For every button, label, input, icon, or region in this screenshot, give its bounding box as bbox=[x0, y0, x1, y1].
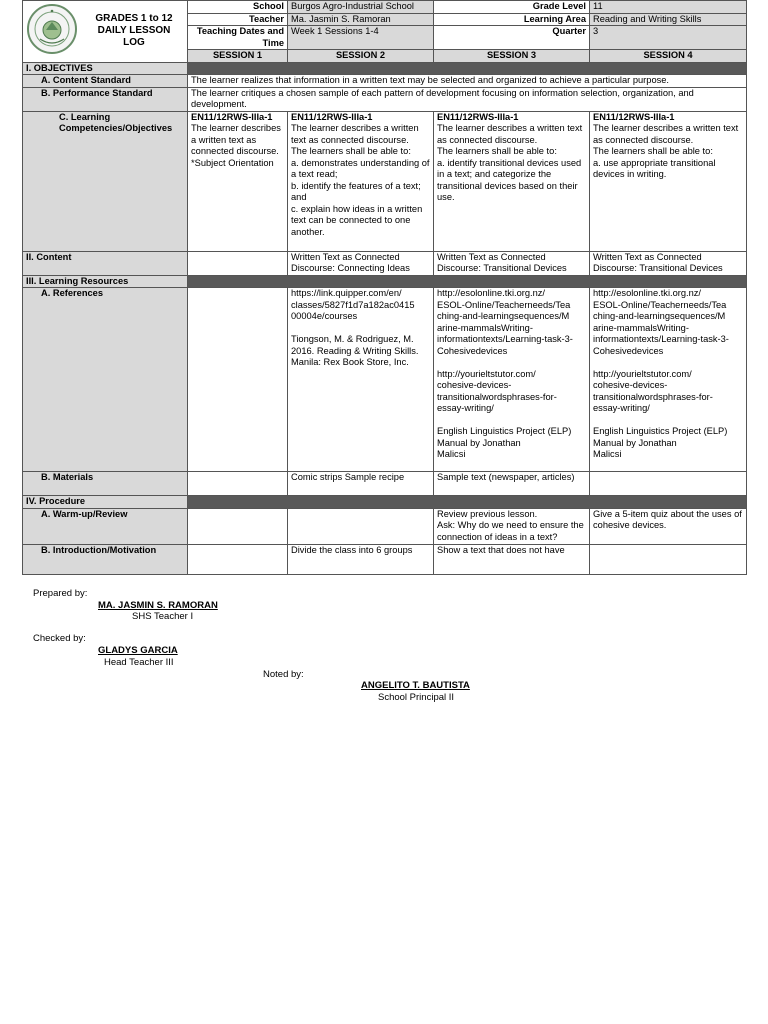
competency-text: The learner describes a written text as connected discourse. The learners shall be able to: a. identify transitional devices used in a text; and categorize the transitional devices based on their use. bbox=[437, 123, 583, 202]
school-value: Burgos Agro-Industrial School bbox=[288, 1, 434, 14]
header-logo-cell bbox=[23, 1, 188, 63]
noted-by-title: School Principal II bbox=[378, 692, 455, 703]
materials-session-2: Comic strips Sample recipe bbox=[288, 472, 434, 496]
quarter-value: 3 bbox=[590, 26, 747, 50]
school-label: School bbox=[188, 1, 288, 14]
session-header-1: SESSION 1 bbox=[188, 50, 288, 63]
session-header-3: SESSION 3 bbox=[434, 50, 590, 63]
grade-value: 11 bbox=[590, 1, 747, 14]
competency-session-1 bbox=[188, 111, 288, 251]
objectives-bar bbox=[188, 62, 747, 75]
competency-text: The learner describes a written text as connected discourse. *Subject Orientation bbox=[191, 123, 281, 168]
school-seal-icon bbox=[26, 3, 78, 55]
prepared-by-title: SHS Teacher I bbox=[132, 611, 194, 622]
resources-heading: III. Learning Resources bbox=[23, 275, 188, 288]
warmup-session-2 bbox=[288, 508, 434, 544]
references-label: A. References bbox=[23, 288, 188, 472]
teacher-label: Teacher bbox=[188, 13, 288, 26]
content-session-2: Written Text as Connected Discourse: Connecting Ideas bbox=[288, 251, 434, 275]
intro-session-4 bbox=[590, 544, 747, 574]
session-header-2: SESSION 2 bbox=[288, 50, 434, 63]
intro-label: B. Introduction/Motivation bbox=[23, 544, 188, 574]
area-label: Learning Area bbox=[434, 13, 590, 26]
log-title: GRADES 1 to 12 DAILY LESSON LOG bbox=[95, 13, 173, 48]
competency-text: The learner describes a written text as connected discourse. The learners shall be able to: a. use appropriate transitional devices in writing. bbox=[593, 123, 739, 179]
references-session-4: http://esolonline.tki.org.nz/ ESOL-Online/Teacherneeds/Tea ching-and-learningsequences/M arine-mammalsWriting- informationtexts/Learning-task-3- Cohesivedevices http://yourieltstutor.com/ cohesive-devices- transitionalwordsphrases-for- essay-writing/ English Linguistics Project (ELP) Manual by Jonathan Malicsi bbox=[590, 288, 747, 472]
warmup-label: A. Warm-up/Review bbox=[23, 508, 188, 544]
lesson-log-table bbox=[22, 0, 747, 575]
quarter-label: Quarter bbox=[434, 26, 590, 50]
references-session-2: https://link.quipper.com/en/ classes/5827f1d7a182ac0415 00004e/courses Tiongson, M. & Rodriguez, M. 2016. Reading & Writing Skills. Manila: Rex Book Store, Inc. bbox=[288, 288, 434, 472]
competency-session-3 bbox=[434, 111, 590, 251]
grade-label: Grade Level bbox=[434, 1, 590, 14]
materials-session-3: Sample text (newspaper, articles) bbox=[434, 472, 590, 496]
content-standard-label: A. Content Standard bbox=[23, 75, 188, 88]
performance-standard-label: B. Performance Standard bbox=[23, 87, 188, 111]
content-session-3: Written Text as Connected Discourse: Transitional Devices bbox=[434, 251, 590, 275]
area-value: Reading and Writing Skills bbox=[590, 13, 747, 26]
competency-code: EN11/12RWS-IIIa-1 bbox=[291, 111, 373, 122]
competency-text: The learner describes a written text as connected discourse. The learners shall be able to: a. demonstrates understanding of a text read; b. identify the features of a text; and c. explain how ideas in a written text can be connected to one another. bbox=[291, 123, 430, 237]
checked-by-title: Head Teacher III bbox=[104, 657, 174, 668]
references-session-1 bbox=[188, 288, 288, 472]
competency-session-4 bbox=[590, 111, 747, 251]
content-session-4: Written Text as Connected Discourse: Transitional Devices bbox=[590, 251, 747, 275]
prepared-by-label: Prepared by: bbox=[33, 588, 88, 599]
materials-label: B. Materials bbox=[23, 472, 188, 496]
content-session-1 bbox=[188, 251, 288, 275]
intro-session-3: Show a text that does not have bbox=[434, 544, 590, 574]
references-session-3: http://esolonline.tki.org.nz/ ESOL-Online/Teacherneeds/Tea ching-and-learningsequences/M arine-mammalsWriting- informationtexts/Learning-task-3- Cohesivedevices http://yourieltstutor.com/ cohesive-devices- transitionalwordsphrases-for- essay-writing/ English Linguistics Project (ELP) Manual by Jonathan Malicsi bbox=[434, 288, 590, 472]
content-heading: II. Content bbox=[23, 251, 188, 275]
competency-code: EN11/12RWS-IIIa-1 bbox=[593, 111, 675, 122]
performance-standard-text: The learner critiques a chosen sample of each pattern of development focusing on information selection, organization, and development. bbox=[188, 87, 747, 111]
checked-by-label: Checked by: bbox=[33, 633, 86, 644]
procedure-bar bbox=[188, 496, 747, 509]
materials-session-4 bbox=[590, 472, 747, 496]
dates-value: Week 1 Sessions 1-4 bbox=[288, 26, 434, 50]
procedure-heading: IV. Procedure bbox=[23, 496, 188, 509]
noted-by-label: Noted by: bbox=[263, 669, 304, 680]
warmup-session-4: Give a 5-item quiz about the uses of cohesive devices. bbox=[590, 508, 747, 544]
prepared-by-name: MA. JASMIN S. RAMORAN bbox=[98, 600, 218, 611]
materials-session-1 bbox=[188, 472, 288, 496]
content-standard-text: The learner realizes that information in a written text may be selected and organized to achieve a particular purpose. bbox=[188, 75, 747, 88]
resources-bar bbox=[188, 275, 747, 288]
warmup-session-1 bbox=[188, 508, 288, 544]
competencies-label: C. Learning Competencies/Objectives bbox=[23, 111, 188, 251]
checked-by-name: GLADYS GARCIA bbox=[98, 645, 178, 656]
teacher-value: Ma. Jasmin S. Ramoran bbox=[288, 13, 434, 26]
competency-code: EN11/12RWS-IIIa-1 bbox=[437, 111, 519, 122]
warmup-session-3: Review previous lesson. Ask: Why do we need to ensure the connection of ideas in a text? bbox=[434, 508, 590, 544]
intro-session-2: Divide the class into 6 groups bbox=[288, 544, 434, 574]
competency-code: EN11/12RWS-IIIa-1 bbox=[191, 111, 273, 122]
intro-session-1 bbox=[188, 544, 288, 574]
competency-session-2 bbox=[288, 111, 434, 251]
objectives-heading: I. OBJECTIVES bbox=[23, 62, 188, 75]
noted-by-name: ANGELITO T. BAUTISTA bbox=[361, 680, 470, 691]
dates-label: Teaching Dates and Time bbox=[188, 26, 288, 50]
lesson-log-sheet bbox=[22, 0, 746, 555]
session-header-4: SESSION 4 bbox=[590, 50, 747, 63]
